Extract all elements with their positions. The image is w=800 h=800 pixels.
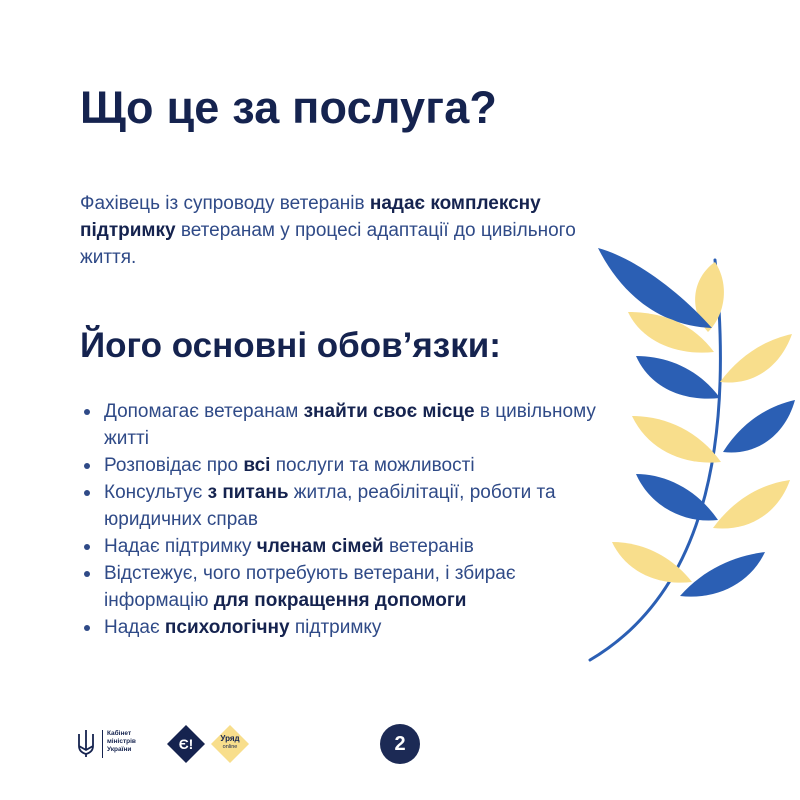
wheat-branch-icon bbox=[580, 230, 800, 670]
duty-item bbox=[80, 479, 600, 533]
duty-bold-text: психологічну bbox=[164, 617, 290, 638]
duty-text: послуги та можливості bbox=[270, 455, 475, 476]
footer-logos bbox=[76, 722, 276, 766]
bullet-icon bbox=[84, 409, 90, 415]
duty-text: ветеранів bbox=[383, 536, 474, 557]
bullet-icon bbox=[84, 463, 90, 469]
duty-item bbox=[80, 560, 600, 614]
bullet-icon bbox=[84, 490, 90, 496]
intro-bold-text: надає комплексну підтримку bbox=[80, 193, 541, 241]
duty-item bbox=[80, 614, 600, 641]
uryad-label bbox=[210, 734, 250, 752]
bullet-icon bbox=[84, 571, 90, 577]
intro-paragraph bbox=[80, 190, 580, 271]
duty-bold-text: всі bbox=[243, 455, 271, 476]
duty-item bbox=[80, 398, 600, 452]
duty-text: Розповідає про bbox=[104, 455, 244, 476]
bullet-icon bbox=[84, 544, 90, 550]
duty-bold-text: для покращення допомоги bbox=[213, 590, 467, 611]
duty-text: Надає bbox=[104, 617, 165, 638]
bullet-icon bbox=[84, 625, 90, 631]
cabinet-line: України bbox=[107, 746, 132, 753]
uryad-title: Уряд bbox=[220, 734, 240, 743]
duties-heading: Його основні обов’язки: bbox=[80, 326, 501, 365]
duty-bold-text: членам сімей bbox=[256, 536, 384, 557]
duty-item bbox=[80, 452, 600, 479]
cabinet-line: міністрів bbox=[107, 738, 136, 745]
duty-text: Консультує bbox=[104, 482, 208, 503]
duty-bold-text: знайти своє місце bbox=[303, 401, 475, 422]
page-number-badge: 2 bbox=[380, 724, 420, 764]
duty-text: в цивільному житті bbox=[104, 401, 596, 449]
footer-divider bbox=[102, 730, 103, 758]
duty-item bbox=[80, 533, 600, 560]
duty-text: Допомагає ветеранам bbox=[104, 401, 304, 422]
uryad-subtitle: online bbox=[222, 744, 238, 750]
duty-text: житла, реабілітації, роботи та юридичних справ bbox=[104, 482, 556, 530]
trident-icon bbox=[76, 728, 96, 758]
duties-list bbox=[80, 398, 600, 641]
intro-text-1: Фахівець із супроводу ветеранів bbox=[80, 193, 370, 214]
intro-text-2: ветеранам у процесі адаптації до цивільного життя. bbox=[80, 220, 576, 268]
duty-text: Відстежує, чого потребують ветерани, і збирає інформацію bbox=[104, 563, 516, 611]
page-title: Що це за послуга? bbox=[80, 82, 498, 133]
cabinet-line: Кабінет bbox=[107, 730, 132, 737]
duty-bold-text: з питань bbox=[207, 482, 289, 503]
diia-label: Є! bbox=[178, 736, 194, 752]
duty-text: Надає підтримку bbox=[104, 536, 257, 557]
duty-text: підтримку bbox=[289, 617, 382, 638]
cabinet-logo-text bbox=[107, 730, 157, 754]
